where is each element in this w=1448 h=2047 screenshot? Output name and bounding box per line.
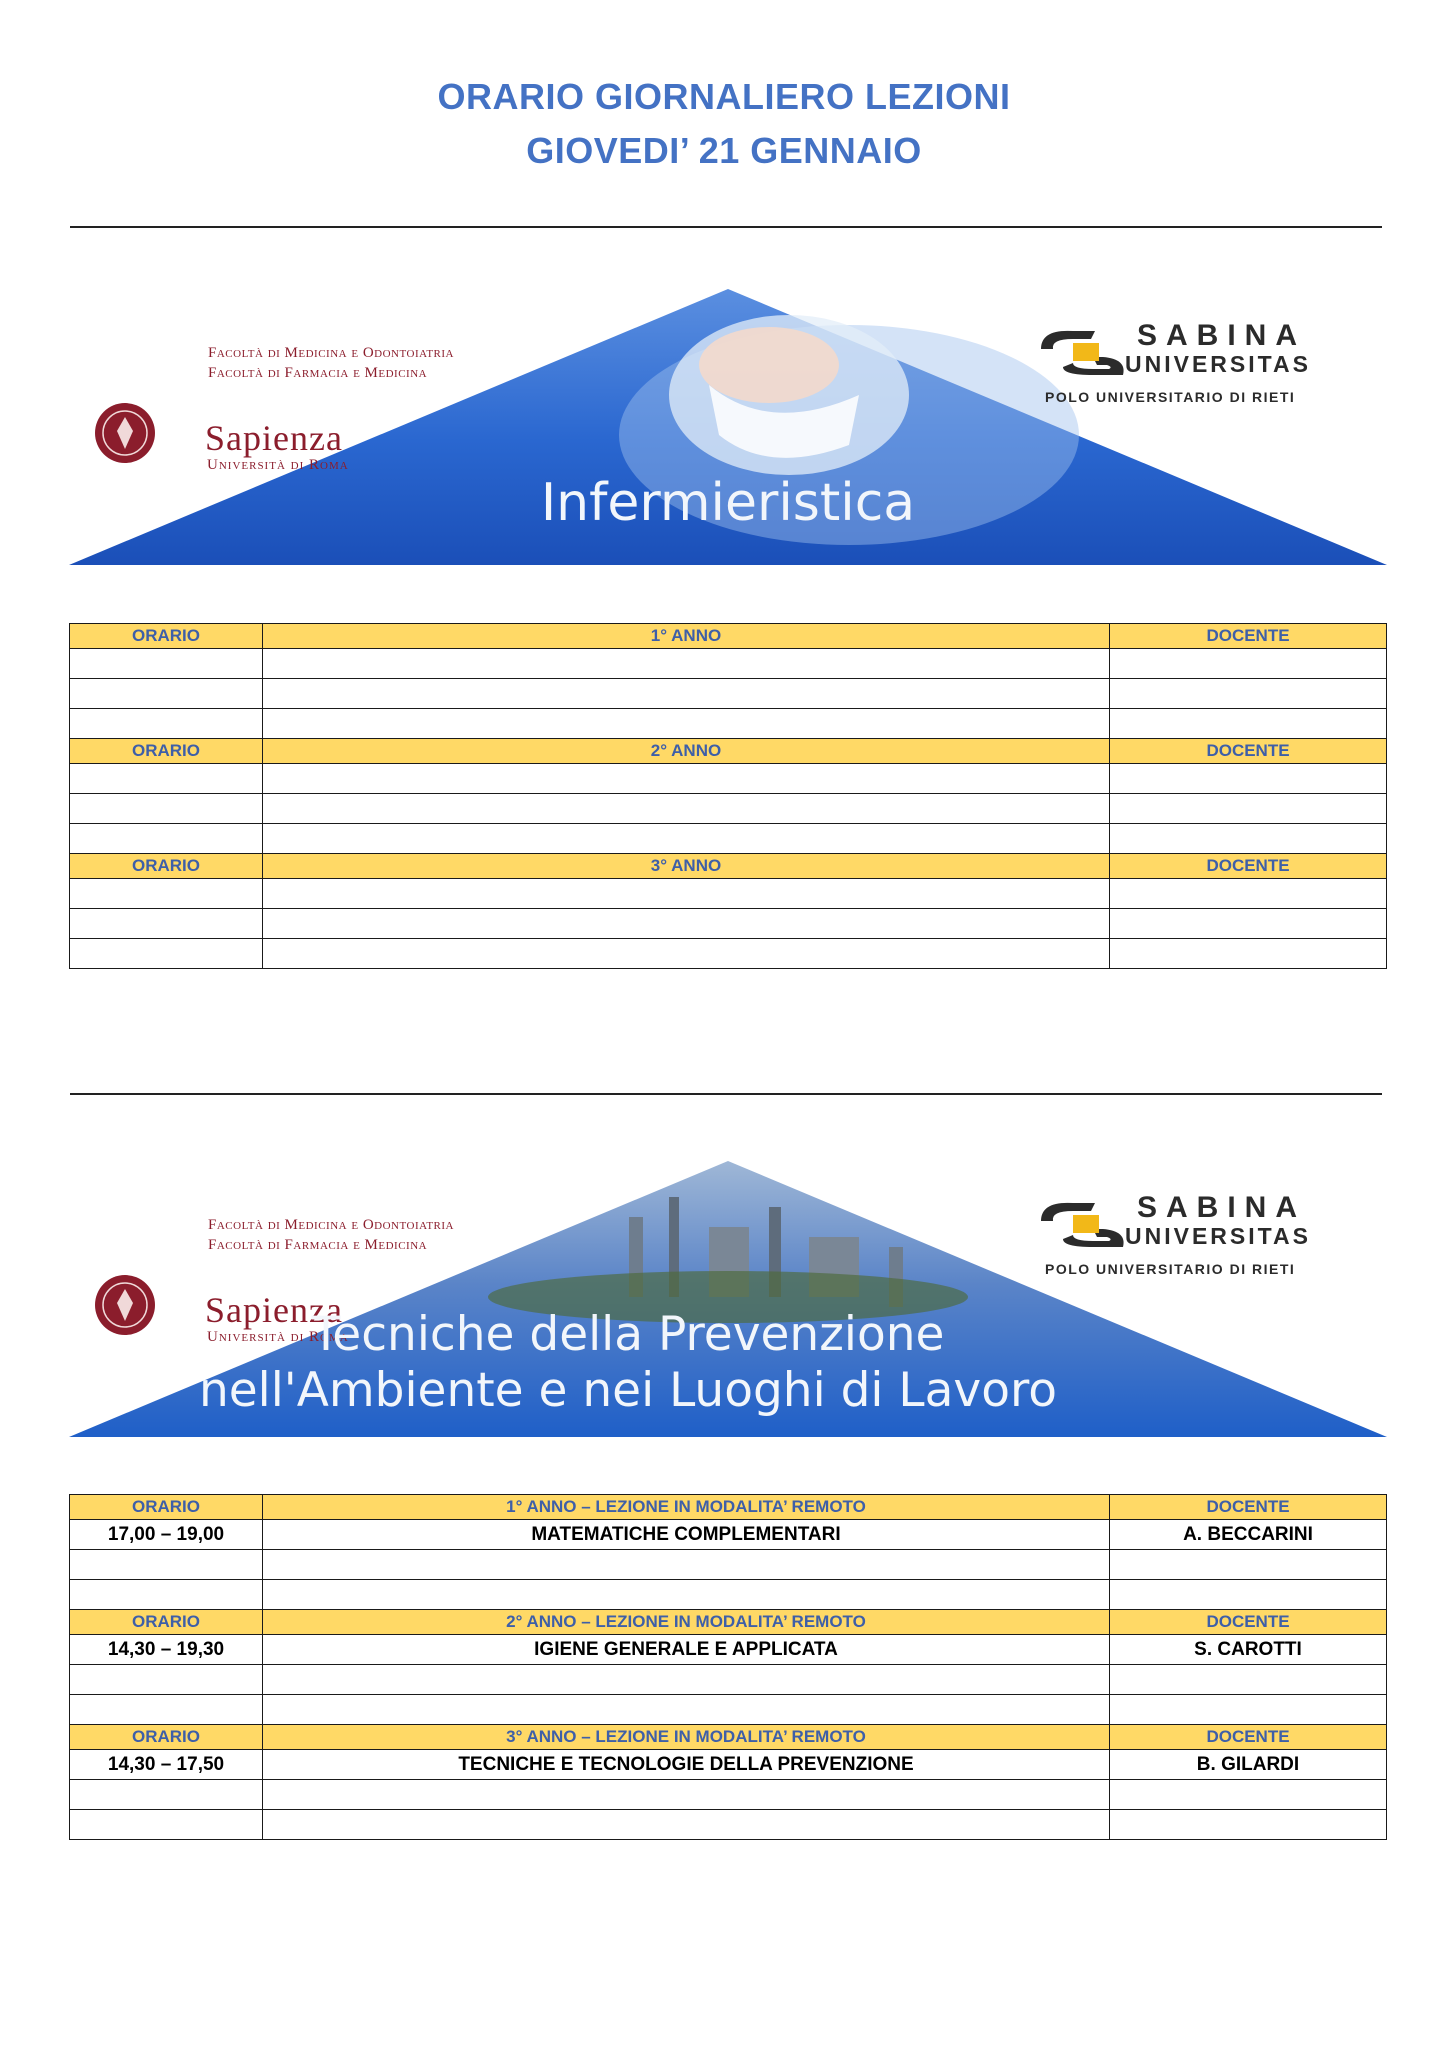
faculty-line-2: Facoltà di Farmacia e Medicina: [208, 365, 428, 381]
sapienza-sub: Università di Roma: [207, 1329, 349, 1345]
sapienza-logo: [93, 345, 493, 485]
sabina-logo: [1033, 1191, 1363, 1281]
cell-orario: 14,30 – 17,50: [70, 1750, 263, 1780]
col-anno: 3° ANNO: [263, 854, 1110, 879]
sabina-logo: [1033, 319, 1363, 409]
cell-orario: 17,00 – 19,00: [70, 1520, 263, 1550]
table-row: [70, 939, 1387, 969]
table-row: [70, 1780, 1387, 1810]
col-orario: ORARIO: [70, 739, 263, 764]
table-row: [70, 794, 1387, 824]
faculty-line-1: Facoltà di Medicina e Odontoiatria: [208, 1217, 454, 1233]
col-anno: 2° ANNO: [263, 739, 1110, 764]
table-row: [70, 909, 1387, 939]
sabina-line2: UNIVERSITAS: [1125, 1223, 1311, 1249]
sabina-book-icon: [1033, 1191, 1133, 1261]
sapienza-sub: Università di Roma: [207, 457, 349, 473]
faculty-line-1: Facoltà di Medicina e Odontoiatria: [208, 345, 454, 361]
banner-infermieristica: [69, 285, 1387, 575]
table-row: [70, 1750, 1387, 1780]
col-docente: DOCENTE: [1110, 1495, 1387, 1520]
col-docente: DOCENTE: [1110, 739, 1387, 764]
sabina-line3: POLO UNIVERSITARIO DI RIETI: [1045, 389, 1296, 405]
cell-docente: S. CAROTTI: [1110, 1635, 1387, 1665]
sabina-line1: SABINA: [1137, 319, 1307, 352]
table-header-row: [70, 1495, 1387, 1520]
table-row: [70, 764, 1387, 794]
banner-title-line1: Tecniche della Prevenzione: [311, 1307, 945, 1362]
cell-docente: B. GILARDI: [1110, 1750, 1387, 1780]
table-row: [70, 824, 1387, 854]
table-header-row: [70, 1725, 1387, 1750]
table-row: [70, 1665, 1387, 1695]
banner-title-line2: nell'Ambiente e nei Luoghi di Lavoro: [198, 1363, 1058, 1418]
sabina-book-icon: [1033, 319, 1133, 389]
page-date: GIOVEDI’ 21 GENNAIO: [526, 130, 922, 171]
sabina-line2: UNIVERSITAS: [1125, 351, 1311, 377]
cell-lezione: TECNICHE E TECNOLOGIE DELLA PREVENZIONE: [263, 1750, 1110, 1780]
col-docente: DOCENTE: [1110, 624, 1387, 649]
sapienza-seal-icon: [93, 395, 157, 471]
table-row: [70, 879, 1387, 909]
col-docente: DOCENTE: [1110, 854, 1387, 879]
divider: [70, 226, 1382, 228]
table-header-row: [70, 1610, 1387, 1635]
page-title: ORARIO GIORNALIERO LEZIONI: [437, 76, 1011, 117]
table-row: [70, 679, 1387, 709]
table-row: [70, 649, 1387, 679]
table-row: [70, 1550, 1387, 1580]
table-row: [70, 1810, 1387, 1840]
col-anno: 1° ANNO: [263, 624, 1110, 649]
schedule-table-infermieristica: [69, 623, 1387, 969]
table-header-row: [70, 854, 1387, 879]
divider: [70, 1093, 1382, 1095]
faculty-line-2: Facoltà di Farmacia e Medicina: [208, 1237, 428, 1253]
col-orario: ORARIO: [70, 1725, 263, 1750]
table-row: [70, 1635, 1387, 1665]
cell-lezione: MATEMATICHE COMPLEMENTARI: [263, 1520, 1110, 1550]
col-orario: ORARIO: [70, 1495, 263, 1520]
table-row: [70, 709, 1387, 739]
cell-docente: A. BECCARINI: [1110, 1520, 1387, 1550]
col-orario: ORARIO: [70, 854, 263, 879]
sapienza-name: Sapienza: [205, 418, 343, 458]
col-orario: ORARIO: [70, 1610, 263, 1635]
col-orario: ORARIO: [70, 624, 263, 649]
col-anno: 3° ANNO – LEZIONE IN MODALITA’ REMOTO: [263, 1725, 1110, 1750]
cell-orario: 14,30 – 19,30: [70, 1635, 263, 1665]
schedule-table-tecniche-prevenzione: [69, 1494, 1387, 1840]
col-anno: 2° ANNO – LEZIONE IN MODALITA’ REMOTO: [263, 1610, 1110, 1635]
sapienza-name: Sapienza: [205, 1290, 343, 1330]
banner-tecniche-prevenzione: [69, 1157, 1387, 1447]
table-row: [70, 1695, 1387, 1725]
col-docente: DOCENTE: [1110, 1610, 1387, 1635]
table-header-row: [70, 739, 1387, 764]
table-row: [70, 1580, 1387, 1610]
col-docente: DOCENTE: [1110, 1725, 1387, 1750]
col-anno: 1° ANNO – LEZIONE IN MODALITA’ REMOTO: [263, 1495, 1110, 1520]
cell-lezione: IGIENE GENERALE E APPLICATA: [263, 1635, 1110, 1665]
sabina-line3: POLO UNIVERSITARIO DI RIETI: [1045, 1261, 1296, 1277]
sabina-line1: SABINA: [1137, 1191, 1307, 1224]
banner-title: Infermieristica: [540, 473, 916, 533]
table-header-row: [70, 624, 1387, 649]
table-row: [70, 1520, 1387, 1550]
